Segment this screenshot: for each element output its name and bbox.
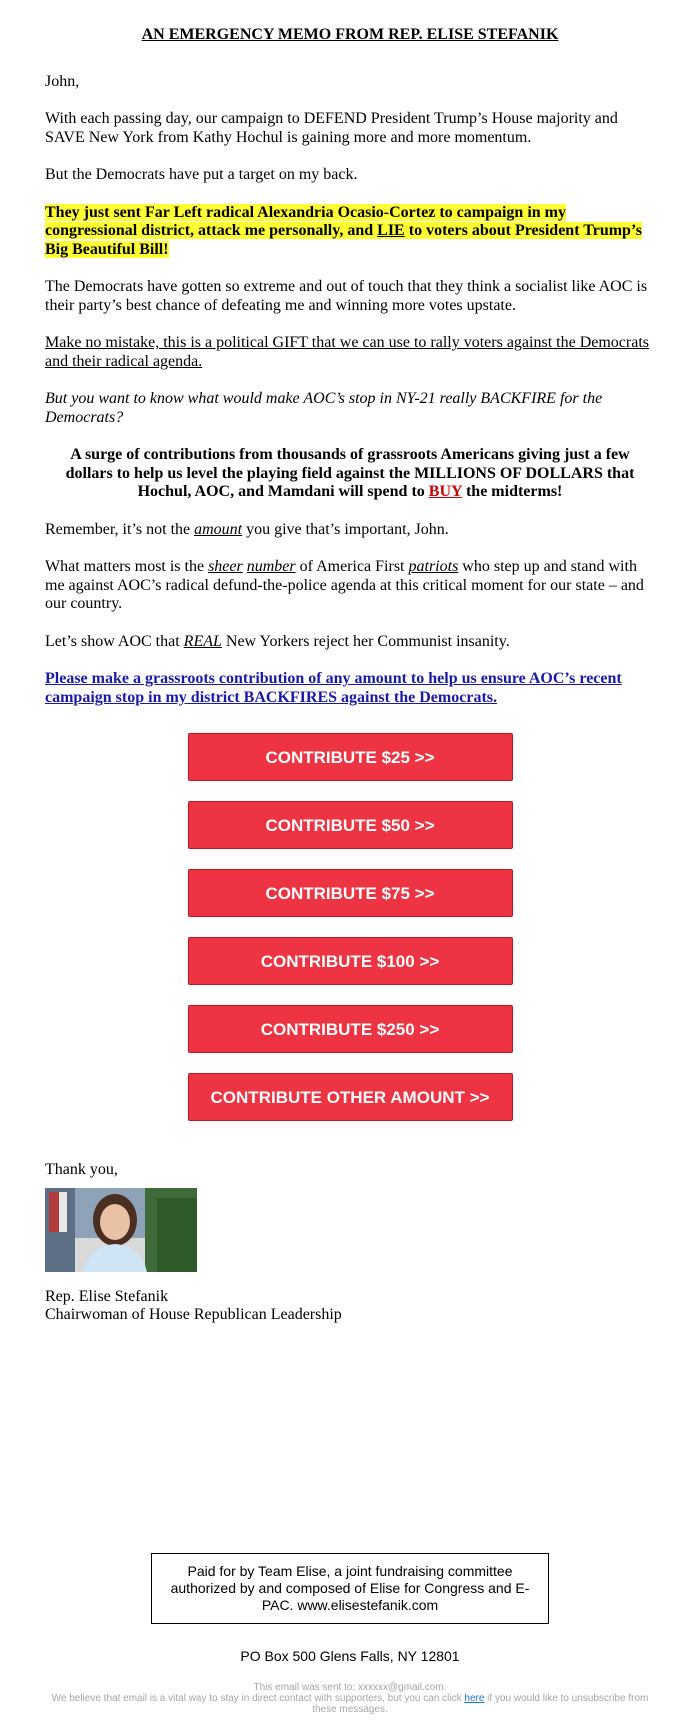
mailing-address: PO Box 500 Glens Falls, NY 12801 <box>240 1647 460 1664</box>
buy-word: BUY <box>428 483 462 500</box>
thank-you: Thank you, <box>45 1161 118 1178</box>
patriots-word: patriots <box>408 558 459 575</box>
contribute-100-button[interactable]: CONTRIBUTE $100 >> <box>188 937 513 985</box>
contribute-250-button[interactable]: CONTRIBUTE $250 >> <box>188 1005 513 1053</box>
contribute-50-button[interactable]: CONTRIBUTE $50 >> <box>188 801 513 849</box>
highlight-text: They just sent Far Left radical Alexandria Ocasio-Cortez to campaign in my congressional district, attack me personally, and LIE to voters about President Trump’s Big Beautiful Bill! <box>45 203 642 258</box>
paragraph-gift: Make no mistake, this is a political GIFT that we can use to rally voters against the Democrats and their radical agenda. <box>45 334 649 370</box>
greeting: John, <box>45 72 80 90</box>
paragraph-backfire-question: But you want to know what would make AOC’s stop in NY-21 really BACKFIRE for the Democrats? <box>45 390 603 426</box>
unsubscribe-link[interactable]: here <box>464 1693 485 1704</box>
contribute-other-button[interactable]: CONTRIBUTE OTHER AMOUNT >> <box>188 1073 513 1121</box>
number-word: number <box>246 558 296 575</box>
paragraph-extreme: The Democrats have gotten so extreme and out of touch that they think a socialist like AOC is their party’s best chance of defeating me and winning more votes upstate. <box>45 278 648 314</box>
email-body <box>45 0 655 1715</box>
lie-word: LIE <box>377 222 405 239</box>
paragraph-target: But the Democrats have put a target on my back. <box>45 166 358 183</box>
paragraph-highlighted <box>45 204 655 260</box>
sent-to-notice: This email was sent to: xxxxxx@gmail.com. <box>253 1682 447 1693</box>
signature-name: Rep. Elise Stefanik <box>45 1287 169 1305</box>
sheer-word: sheer <box>208 558 243 575</box>
signature-title: Chairwoman of House Republican Leadership <box>45 1306 342 1323</box>
amount-word: amount <box>194 520 243 538</box>
paragraph-momentum: With each passing day, our campaign to DEFEND President Trump’s House majority and SAVE New York from Kathy Hochul is gaining more and more momentum. <box>45 110 618 146</box>
paid-for-disclaimer: Paid for by Team Elise, a joint fundraising committee authorized by and composed of Elise for Congress and E-PAC. www.elisestefanik.com <box>151 1553 549 1624</box>
unsubscribe-notice: We believe that email is a vital way to stay in direct contact with supporters, but you can click here if you would like to unsubscribe from these messages. <box>51 1693 649 1715</box>
signature-photo <box>45 1188 197 1272</box>
paragraph-real: Let’s show AOC that REAL New Yorkers reject her Communist insanity. <box>45 632 510 650</box>
memo-title: AN EMERGENCY MEMO FROM REP. ELISE STEFANIK <box>141 26 559 43</box>
contribute-25-button[interactable]: CONTRIBUTE $25 >> <box>188 733 513 781</box>
contribute-link[interactable]: Please make a grassroots contribution of any amount to help us ensure AOC’s recent campaign stop in my district BACKFIRES against the Democrats. <box>45 670 622 706</box>
paragraph-amount: Remember, it’s not the amount you give that’s important, John. <box>45 520 449 538</box>
real-word: REAL <box>183 632 222 650</box>
paragraph-surge: A surge of contributions from thousands of grassroots Americans giving just a few dollars to help us level the playing field against the MILLIONS OF DOLLARS that Hochul, AOC, and Mamdani will spend to BUY the midterms! <box>65 446 635 500</box>
contribution-buttons <box>45 733 655 1121</box>
email-footer <box>45 1682 655 1715</box>
paragraph-patriots: What matters most is the sheer number of America First patriots who step up and stand with me against AOC’s radical defund-the-police agenda at this critical moment for our state – and our country. <box>45 558 644 612</box>
contribute-75-button[interactable]: CONTRIBUTE $75 >> <box>188 869 513 917</box>
